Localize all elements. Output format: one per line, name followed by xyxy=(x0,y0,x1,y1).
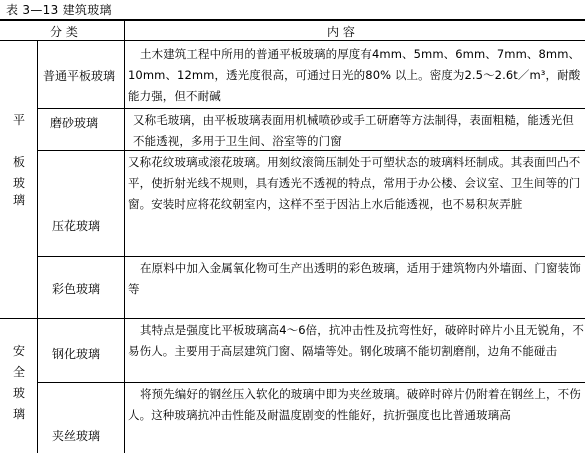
group-char: 玻 xyxy=(12,386,25,400)
row-name: 彩色玻璃 xyxy=(52,282,101,296)
group-char: 璃 xyxy=(12,193,25,207)
group-char: 玻 xyxy=(12,176,25,190)
group-char: 全 xyxy=(12,365,25,379)
header-content: 内 容 xyxy=(327,25,355,39)
header-category: 分 类 xyxy=(50,25,78,39)
group-char: 安 xyxy=(12,344,25,358)
row-name: 普通平板玻璃 xyxy=(43,69,116,83)
row-rule xyxy=(38,382,585,383)
group-char: 平 xyxy=(12,113,25,127)
row-rule xyxy=(38,256,585,257)
group-rule xyxy=(0,318,585,319)
group-char: 璃 xyxy=(12,407,25,421)
header-bottom-rule xyxy=(0,40,585,41)
table-caption: 表 3—13 建筑玻璃 xyxy=(6,3,112,17)
group-label-flat-glass xyxy=(12,113,26,210)
group-char: 板 xyxy=(12,155,25,169)
row-name: 钢化玻璃 xyxy=(52,347,101,361)
row-name: 压花玻璃 xyxy=(52,219,101,233)
group-column-rule xyxy=(37,40,38,453)
group-label-safety-glass xyxy=(12,344,26,428)
row-rule xyxy=(38,108,585,109)
row-description: 将预先编好的钢丝压入软化的玻璃中即为夹丝玻璃。破碎时碎片仍附着在钢丝上，不伤人。这种玻璃抗冲击性能及耐温度剧变的性能好，抗折强度也比普通玻璃高 xyxy=(128,387,581,422)
row-description: 在原料中加入金属氧化物可生产出透明的彩色玻璃，适用于建筑物内外墙面、门窗装饰等 xyxy=(128,261,581,296)
row-description: 土木建筑工程中所用的普通平板玻璃的厚度有4mm、5mm、6mm、7mm、8mm、10mm、12mm，透光度很高，可通过日光的80% 以上。密度为2.5～2.6t／m³，耐酸能力强，但不耐碱 xyxy=(128,47,581,103)
row-description: 其特点是强度比平板玻璃高4～6倍，抗冲击性及抗弯性好，破碎时碎片小且无锐角，不易伤人。主要用于高层建筑门窗、隔墙等处。钢化玻璃不能切割磨削，边角不能碰击 xyxy=(128,323,585,358)
row-name: 磨砂玻璃 xyxy=(50,116,99,130)
name-column-rule xyxy=(124,20,125,453)
row-description: 又称花纹玻璃或滚花玻璃。用刻纹滚筒压制处于可塑状态的玻璃料坯制成。其表面凹凸不平，使折射光线不规则，具有透光不透视的特点，常用于办公楼、会议室、卫生间等的门窗。安装时应将花纹朝室内，这样不至于因沾上水后能透视，也不易积灰弄脏 xyxy=(128,155,581,211)
row-description: 又称毛玻璃，由平板玻璃表面用机械喷砂或手工研磨等方法制得，表面粗糙，能透光但不能透视，多用于卫生间、浴室等的门窗 xyxy=(133,113,574,148)
row-name: 夹丝玻璃 xyxy=(52,429,101,443)
table-top-rule xyxy=(0,19,585,21)
